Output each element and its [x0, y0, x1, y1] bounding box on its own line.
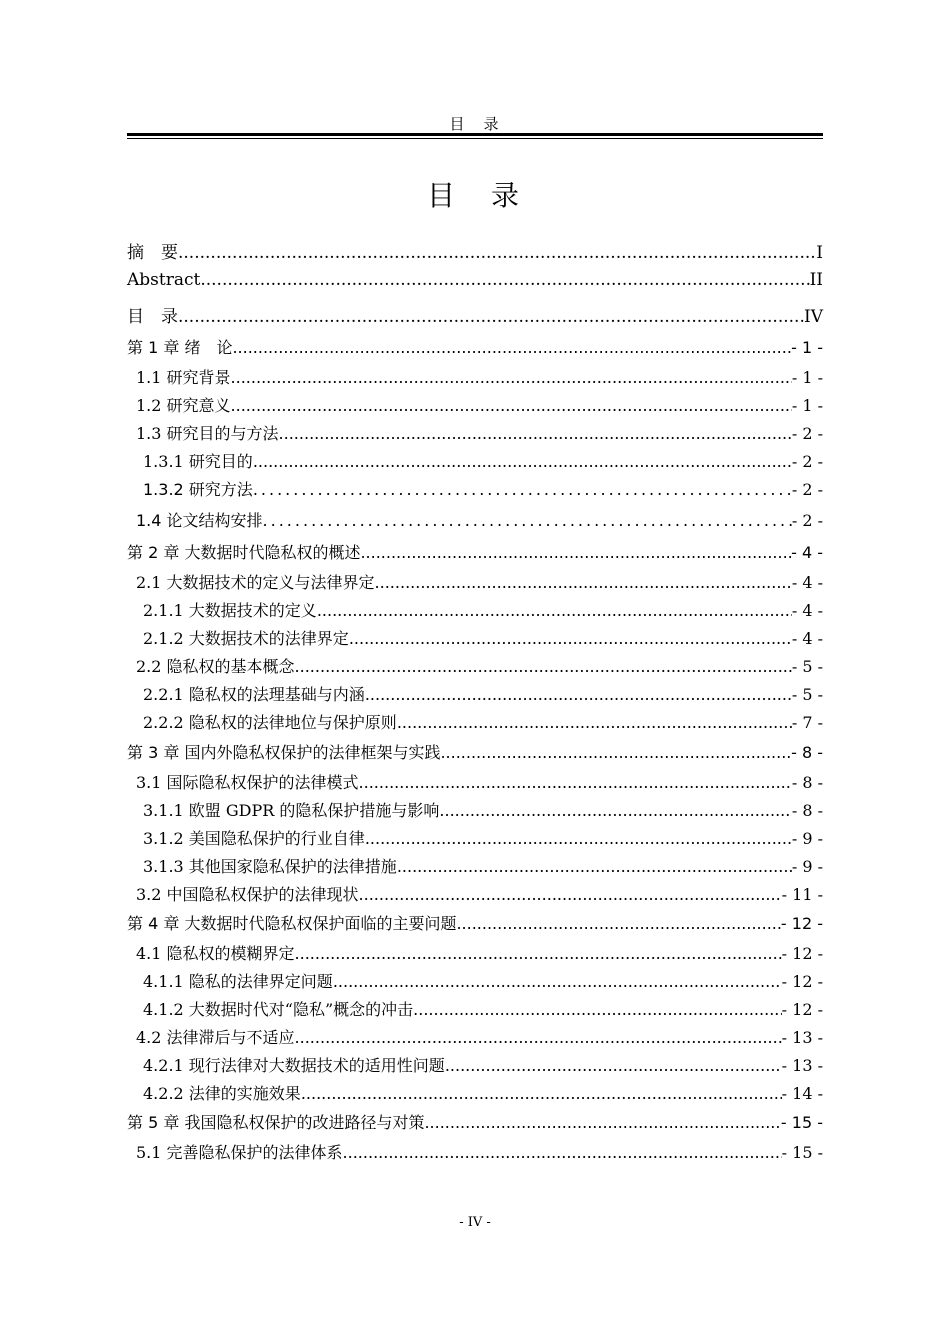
toc-entry[interactable] [127, 1081, 823, 1104]
page-title: 目 录 [426, 179, 523, 212]
toc-entry-label: 3.1.3 其他国家隐私保护的法律措施 [143, 857, 397, 876]
toc-entry[interactable] [127, 570, 823, 593]
toc-entry[interactable] [127, 654, 823, 677]
toc-leader [343, 1143, 782, 1162]
toc-entry-page: - 12 - [781, 944, 823, 963]
toc-leader [397, 713, 792, 732]
toc-entry[interactable] [127, 1025, 823, 1048]
toc-entry-page: - 13 - [781, 1056, 823, 1075]
toc-entry[interactable] [127, 826, 823, 849]
toc-leader [440, 743, 791, 762]
toc-leader [456, 914, 780, 933]
toc-entry-chapter[interactable] [127, 335, 823, 358]
toc-entry-page: - 4 - [791, 573, 823, 592]
toc-entry-page: - 15 - [781, 1143, 823, 1162]
toc-entry-chapter[interactable] [127, 911, 823, 934]
toc-entry-page: - 7 - [791, 713, 823, 732]
toc-leader [253, 452, 792, 471]
toc-entry-page: IV [804, 307, 823, 327]
toc-entry[interactable] [127, 626, 823, 649]
toc-entry[interactable] [127, 798, 823, 821]
toc-leader [365, 685, 792, 704]
toc-entry-label: 2.1.1 大数据技术的定义 [143, 601, 317, 620]
toc-leader [375, 573, 792, 592]
toc-entry-page: - 14 - [781, 1084, 823, 1103]
toc-entry[interactable] [127, 710, 823, 733]
toc-leader [413, 1000, 781, 1019]
toc-leader [231, 396, 792, 415]
toc-entry-label: 4.1.1 隐私的法律界定问题 [143, 972, 333, 991]
toc-entry-label: 3.1.1 欧盟 GDPR 的隐私保护措施与影响 [143, 801, 440, 820]
toc-entry-page: - 4 - [791, 629, 823, 648]
toc-entry[interactable] [127, 941, 823, 964]
toc-entry-label: 3.1 国际隐私权保护的法律模式 [136, 773, 359, 792]
toc-entry-page: I [816, 243, 823, 263]
toc-entry-label: 3.2 中国隐私权保护的法律现状 [136, 885, 359, 904]
toc-leader [295, 657, 792, 676]
toc-entry[interactable] [127, 270, 823, 290]
toc-leader [445, 1056, 782, 1075]
toc-leader [439, 801, 791, 820]
toc-entry[interactable] [127, 770, 823, 793]
toc-entry[interactable] [127, 421, 823, 444]
toc-entry-page: - 12 - [780, 914, 823, 933]
toc-entry-label: 4.1 隐私权的模糊界定 [136, 944, 295, 963]
toc-entry-label: 第 5 章 我国隐私权保护的改进路径与对策 [127, 1113, 425, 1132]
toc-entry-label: 4.2.2 法律的实施效果 [143, 1084, 301, 1103]
toc-entry-label: 1.4 论文结构安排 [136, 511, 263, 530]
toc-leader [333, 972, 782, 991]
toc-entry-label: 1.3 研究目的与方法 [136, 424, 279, 443]
toc-entry-label: 第 2 章 大数据时代隐私权的概述 [127, 543, 361, 562]
toc-entry-label: 4.2 法律滞后与不适应 [136, 1028, 295, 1047]
toc-leader [178, 307, 804, 327]
toc-leader [359, 885, 782, 904]
toc-entry[interactable] [127, 969, 823, 992]
toc-entry[interactable] [127, 1140, 823, 1163]
toc-entry-label: 第 3 章 国内外隐私权保护的法律框架与实践 [127, 743, 441, 762]
toc-entry-page: - 8 - [791, 773, 823, 792]
toc-entry[interactable] [127, 598, 823, 621]
toc-entry-label: 第 1 章 绪 论 [127, 338, 233, 357]
toc-entry-page: - 12 - [781, 1000, 823, 1019]
toc-entry-label: 2.2.2 隐私权的法律地位与保护原则 [143, 713, 397, 732]
toc-entry-page: - 2 - [791, 424, 823, 443]
toc-leader [397, 857, 792, 876]
toc-entry-label: 2.2.1 隐私权的法理基础与内涵 [143, 685, 365, 704]
toc-entry[interactable] [127, 302, 823, 327]
toc-leader [295, 1028, 782, 1047]
toc-leader [253, 480, 792, 499]
toc-entry-chapter[interactable] [127, 740, 823, 763]
toc-leader [178, 243, 816, 263]
toc-entry-page: - 5 - [791, 657, 823, 676]
toc-entry-chapter[interactable] [127, 540, 823, 563]
toc-entry-label: 目 录 [127, 307, 178, 327]
toc-leader [349, 629, 792, 648]
toc-entry-page: - 13 - [781, 1028, 823, 1047]
toc-entry[interactable] [127, 508, 823, 531]
toc-entry[interactable] [127, 854, 823, 877]
toc-leader [359, 773, 792, 792]
toc-entry[interactable] [127, 393, 823, 416]
toc-leader [360, 543, 791, 562]
toc-leader [231, 368, 792, 387]
toc-entry-label: 4.2.1 现行法律对大数据技术的适用性问题 [143, 1056, 445, 1075]
toc-entry-page: - 1 - [791, 396, 823, 415]
toc-entry-label: 1.2 研究意义 [136, 396, 231, 415]
toc-leader [263, 511, 792, 530]
toc-entry-page: - 12 - [781, 972, 823, 991]
toc-entry-page: - 2 - [791, 452, 823, 471]
toc-entry-label: 2.1.2 大数据技术的法律界定 [143, 629, 349, 648]
toc-leader [200, 270, 809, 290]
toc-entry-label: 1.1 研究背景 [136, 368, 231, 387]
toc-entry-label: 5.1 完善隐私保护的法律体系 [136, 1143, 343, 1162]
toc-entry-page: - 9 - [791, 829, 823, 848]
header-rule-thin [127, 138, 823, 139]
toc-entry[interactable] [127, 997, 823, 1020]
toc-entry-page: - 5 - [791, 685, 823, 704]
running-header: 目 录 [449, 115, 501, 133]
toc-leader [365, 829, 792, 848]
toc-entry-page: - 8 - [791, 743, 823, 762]
toc-entry-page: - 11 - [781, 885, 823, 904]
toc-entry[interactable] [127, 682, 823, 705]
toc-leader [424, 1113, 780, 1132]
toc-entry-page: - 1 - [791, 338, 823, 357]
toc-entry[interactable] [127, 1053, 823, 1076]
toc-entry-label: 第 4 章 大数据时代隐私权保护面临的主要问题 [127, 914, 457, 933]
toc-entry-label: 2.1 大数据技术的定义与法律界定 [136, 573, 375, 592]
page-number: - IV - [459, 1215, 491, 1230]
toc-entry-label: 1.3.1 研究目的 [143, 452, 253, 471]
toc-entry-page: - 1 - [791, 368, 823, 387]
toc-entry-page: - 2 - [791, 511, 823, 530]
toc-entry-page: - 2 - [791, 480, 823, 499]
toc-entry-page: - 4 - [791, 543, 823, 562]
toc-entry-page: - 4 - [791, 601, 823, 620]
toc-entry-page: - 15 - [780, 1113, 823, 1132]
toc-entry-page: II [809, 270, 823, 290]
toc-entry[interactable] [127, 238, 823, 263]
toc-entry-label: 摘 要 [127, 243, 178, 263]
toc-entry[interactable] [127, 882, 823, 905]
toc-entry-label: 3.1.2 美国隐私保护的行业自律 [143, 829, 365, 848]
toc-entry[interactable] [127, 449, 823, 472]
toc-leader [279, 424, 792, 443]
header-rule [127, 133, 823, 136]
toc-entry-label: Abstract [127, 270, 201, 290]
toc-entry-label: 2.2 隐私权的基本概念 [136, 657, 295, 676]
toc-entry[interactable] [127, 477, 823, 500]
toc-entry-label: 1.3.2 研究方法 [143, 480, 253, 499]
toc-leader [232, 338, 791, 357]
toc-entry-page: - 8 - [791, 801, 823, 820]
toc-entry-page: - 9 - [791, 857, 823, 876]
toc-leader [301, 1084, 782, 1103]
toc-entry[interactable] [127, 365, 823, 388]
toc-leader [317, 601, 792, 620]
toc-entry-label: 4.1.2 大数据时代对“隐私”概念的冲击 [143, 1000, 414, 1019]
toc-entry-chapter[interactable] [127, 1110, 823, 1133]
toc-leader [295, 944, 782, 963]
